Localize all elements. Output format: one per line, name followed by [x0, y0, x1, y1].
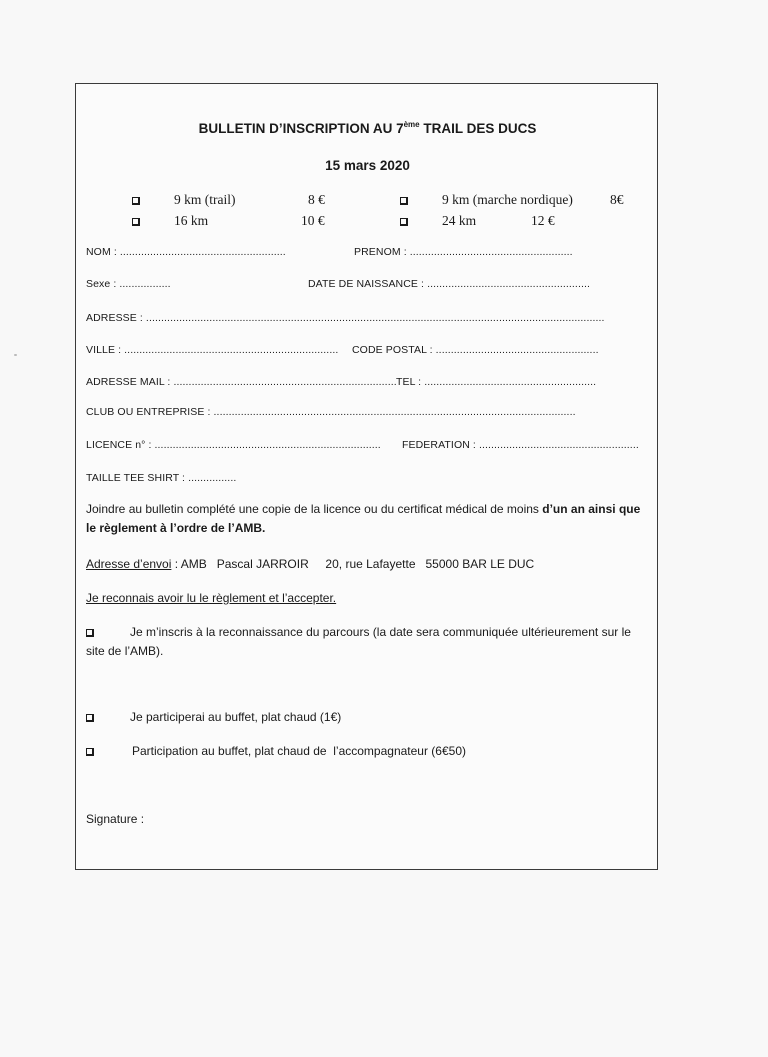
mailing-address: Adresse d’envoi : AMB Pascal JARROIR 20, rue Lafayette 55000 BAR LE DUC	[86, 557, 535, 571]
checkbox-24km[interactable]	[400, 218, 408, 226]
race-label-9km-trail: 9 km (trail)	[174, 192, 236, 207]
field-tel[interactable]: TEL : .........................................................	[396, 376, 597, 388]
race-label-16km: 16 km	[174, 213, 209, 228]
event-date: 15 mars 2020	[325, 158, 410, 173]
join-documents-note: Joindre au bulletin complété une copie de la licence ou du certificat médical de moins d’un an ainsi que le règlement à l’ordre de l’AMB.	[86, 502, 641, 535]
field-date-naissance[interactable]: DATE DE NAISSANCE : ......................................................	[308, 278, 591, 290]
race-price-9km-trail: 8 €	[308, 192, 325, 207]
field-licence[interactable]: LICENCE n° : ...........................................................................	[86, 439, 381, 451]
field-nom[interactable]: NOM : .......................................................	[86, 246, 286, 258]
checkbox-9km-trail[interactable]	[132, 197, 140, 205]
rules-acceptance: Je reconnais avoir lu le règlement et l’accepter.	[86, 591, 337, 605]
option-buffet: Je participerai au buffet, plat chaud (1€)	[130, 710, 342, 724]
field-club[interactable]: CLUB OU ENTREPRISE : ........................................................................................................................	[86, 406, 576, 418]
field-adresse[interactable]: ADRESSE : ........................................................................................................................................................	[86, 312, 605, 324]
checkbox-9km-marche[interactable]	[400, 197, 408, 205]
checkbox-16km[interactable]	[132, 218, 140, 226]
signature-label: Signature :	[86, 812, 145, 826]
field-prenom[interactable]: PRENOM : ......................................................	[354, 246, 573, 258]
field-tee-shirt[interactable]: TAILLE TEE SHIRT : ................	[86, 472, 237, 484]
option-reconnaissance: Je m’inscris à la reconnaissance du parcours (la date sera communiquée ultérieurement sur le site de l’AMB).	[86, 625, 631, 658]
field-ville[interactable]: VILLE : .......................................................................	[86, 344, 339, 356]
field-adresse-mail[interactable]: ADRESSE MAIL : ..........................................................................	[86, 376, 397, 388]
race-price-24km: 12 €	[531, 213, 555, 228]
race-label-24km: 24 km	[442, 213, 477, 228]
field-federation[interactable]: FEDERATION : .....................................................	[402, 439, 639, 451]
field-sexe[interactable]: Sexe : .................	[86, 278, 171, 290]
checkbox-buffet-accompagnateur[interactable]	[86, 748, 94, 756]
race-price-9km-marche: 8€	[610, 192, 624, 207]
race-label-9km-marche: 9 km (marche nordique)	[442, 192, 573, 207]
field-code-postal[interactable]: CODE POSTAL : ......................................................	[352, 344, 599, 356]
registration-form	[75, 83, 658, 870]
form-title: BULLETIN D’INSCRIPTION AU 7ème TRAIL DES DUCS	[198, 120, 537, 136]
race-price-16km: 10 €	[301, 213, 325, 228]
option-buffet-accompagnateur: Participation au buffet, plat chaud de l’accompagnateur (6€50)	[132, 744, 466, 758]
checkbox-buffet[interactable]	[86, 714, 94, 722]
